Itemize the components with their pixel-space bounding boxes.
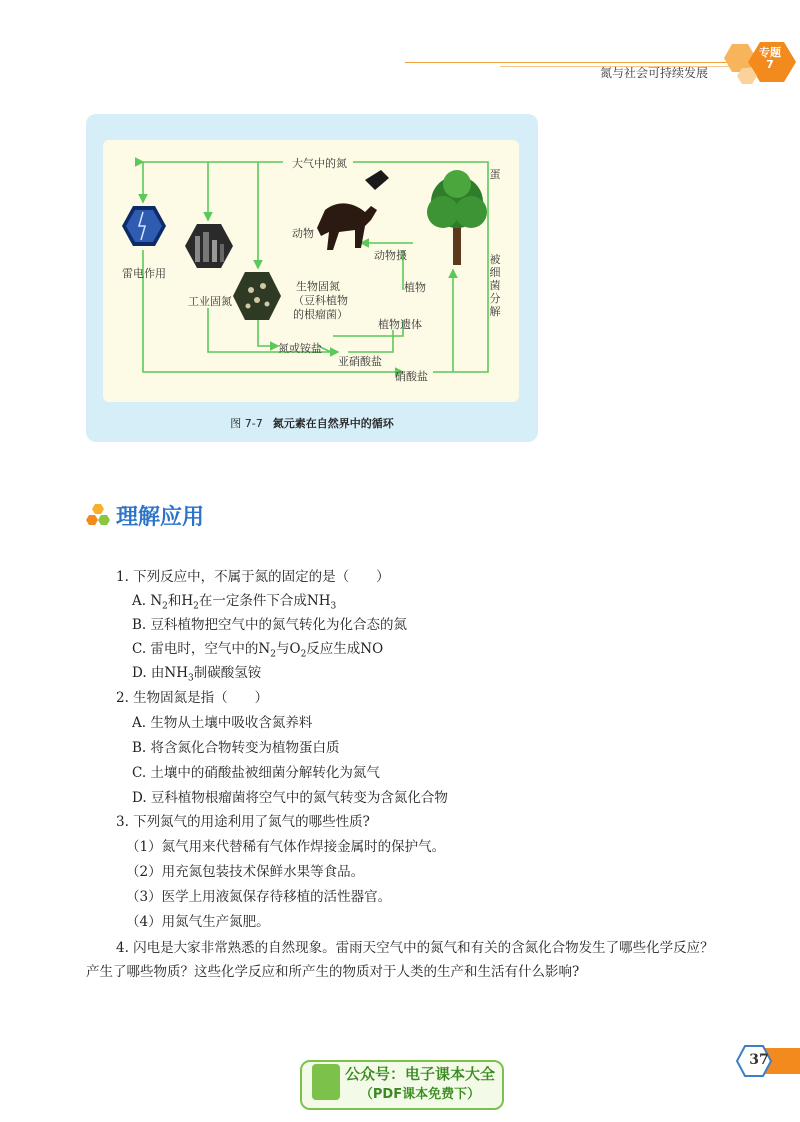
label-bio-line3: 的根瘤菌）: [293, 308, 348, 321]
header-subtitle: 氮与社会可持续发展: [599, 66, 708, 80]
question-1-option-a: A. $N_2$和$H_2$在一定条件下合成$NH_3$: [132, 593, 337, 612]
label-atmosphere: 大气中的氮: [292, 157, 347, 170]
label-decompose: 被细菌分解: [489, 253, 501, 318]
label-bio-line2: （豆科植物: [293, 294, 348, 307]
figure-caption-number: 图 7-7: [230, 417, 263, 430]
figure-caption: [86, 415, 538, 431]
page-number: 37: [749, 1052, 769, 1068]
label-nitrate: 硝酸盐: [395, 370, 428, 383]
question-3: 3. 下列氮气的用途利用了氮气的哪些性质?: [116, 814, 370, 830]
label-nitrite: 亚硝酸盐: [338, 355, 382, 368]
question-2-option-a: A. 生物从土壤中吸收含氮养料: [132, 715, 313, 731]
question-1-option-b: B. 豆科植物把空气中的氮气转化为化合态的氮: [132, 617, 408, 633]
label-plant: 植物: [404, 281, 426, 294]
figure-caption-text: 氮元素在自然界中的循环: [272, 417, 394, 430]
question-3-item-2: （2）用充氮包装技术保鲜水果等食品。: [126, 864, 365, 880]
section-hexagon-icon: [86, 503, 112, 529]
watermark-line1: 公众号：电子课本大全: [345, 1065, 496, 1083]
label-animal: 动物: [292, 227, 314, 240]
label-ammonium: 氮或铵盐: [278, 342, 322, 355]
question-2-option-c: C. 土壤中的硝酸盐被细菌分解转化为氮气: [132, 765, 380, 781]
label-protein: 蛋: [489, 168, 501, 181]
question-1: 1. 下列反应中，不属于氮的固定的是（ ）: [116, 569, 390, 585]
label-animal-eat: 动物摄: [374, 249, 407, 262]
watermark-line2: （PDF课本免费下）: [359, 1087, 481, 1102]
topic-badge-label: 专题 7: [759, 46, 781, 71]
label-lightning: 雷电作用: [122, 267, 166, 280]
question-1-option-d: D. 由$NH_3$制碳酸氢铵: [132, 665, 262, 684]
section-title: 理解应用: [116, 505, 205, 530]
question-3-item-4: （4）用氮气生产氮肥。: [126, 914, 270, 930]
question-2-option-d: D. 豆科植物根瘤菌将空气中的氮气转变为含氮化合物: [132, 790, 448, 806]
question-1-option-c: C. 雷电时，空气中的$N_2$与$O_2$反应生成NO: [132, 641, 384, 660]
question-3-item-3: （3）医学上用液氮保存待移植的活性器官。: [126, 889, 392, 905]
question-2: 2. 生物固氮是指（ ）: [116, 690, 269, 706]
question-3-item-1: （1）氮气用来代替稀有气体作焊接金属时的保护气。: [126, 839, 446, 855]
question-2-option-b: B. 将含氮化合物转变为植物蛋白质: [132, 740, 340, 756]
label-industrial: 工业固氮: [188, 295, 232, 308]
question-4: 4. 闪电是大家非常熟悉的自然现象。雷雨天空气中的氮气和有关的含氮化合物发生了哪些化学反应？产生了哪些物质？这些化学反应和所产生的物质对于人类的生产和生活有什么影响?: [86, 940, 714, 980]
header-rule: [405, 62, 740, 63]
label-bio-line1: 生物固氮: [296, 280, 340, 293]
book-icon: [312, 1064, 340, 1100]
label-plant-remains: 植物遗体: [378, 318, 422, 331]
